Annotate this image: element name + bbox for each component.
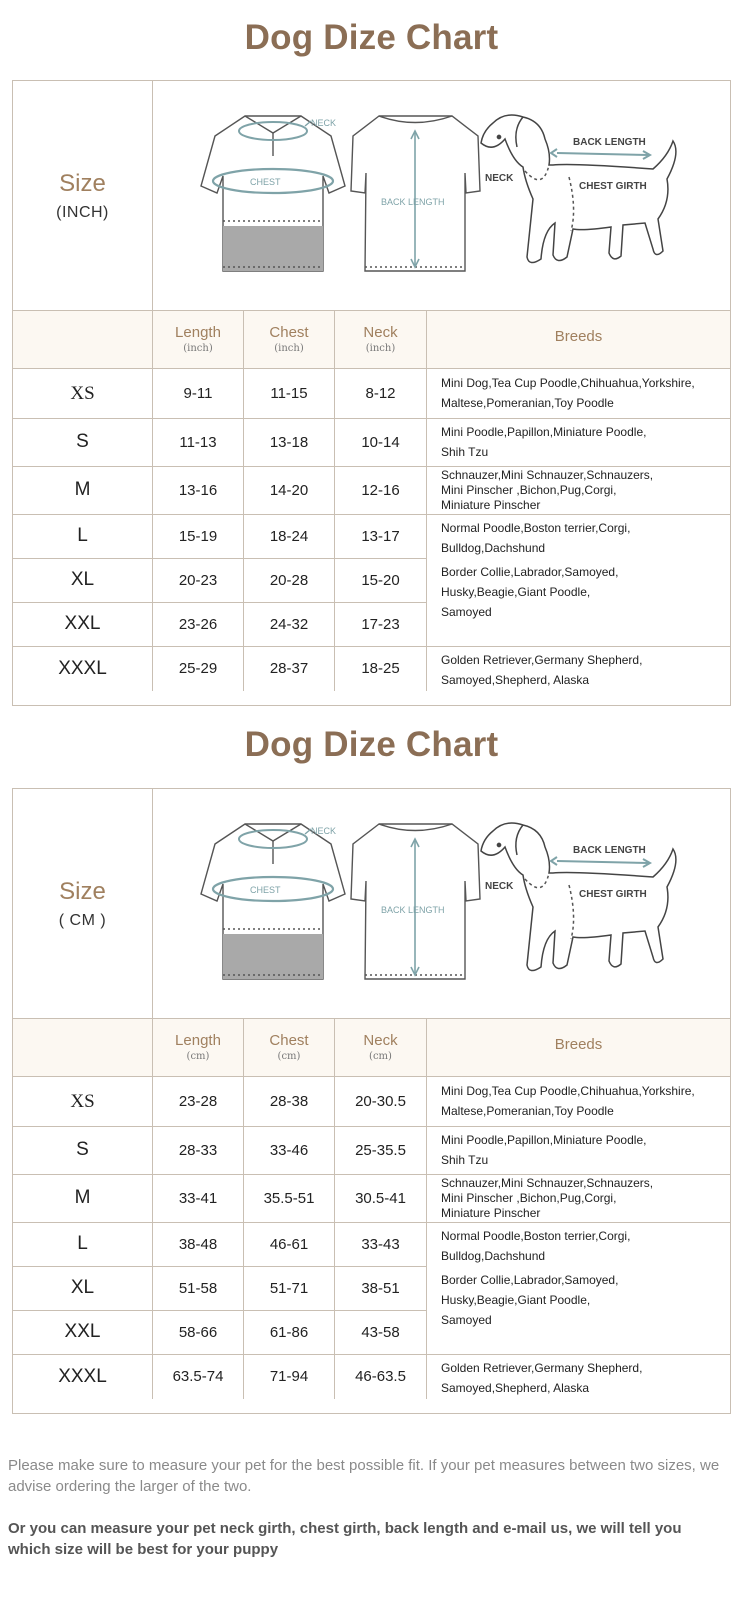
breeds-value: Mini Poodle,Papillon,Miniature Poodle, Shih Tzu (426, 418, 730, 466)
length-value: 63.5-74 (152, 1354, 243, 1399)
breeds-value: Normal Poodle,Boston terrier,Corgi, Bulldog,Dachshund (426, 514, 730, 558)
table-row (13, 514, 730, 558)
length-value: 11-13 (152, 418, 243, 466)
length-header (152, 311, 243, 368)
row-divider (13, 1310, 426, 1311)
size-label: Size (59, 169, 106, 197)
chest-header-label: Chest (269, 1032, 309, 1049)
length-header-label: Length (175, 1032, 221, 1049)
chest-header (243, 1019, 334, 1076)
back-length-label: BACK LENGTH (381, 197, 445, 207)
breeds-header (426, 311, 730, 368)
unit-label: ( CM ) (58, 911, 107, 929)
chest-value: 28-37 (243, 646, 334, 691)
size-cell-xxxl: XXXL (58, 657, 107, 679)
row-divider (13, 514, 730, 515)
size-cell-m: M (74, 1187, 91, 1208)
size-chart-table (12, 80, 731, 706)
size-cell-xxl: XXL (64, 613, 101, 634)
chest-value: 24-32 (243, 602, 334, 646)
neck-value: 12-16 (334, 466, 426, 514)
length-value: 58-66 (152, 1310, 243, 1354)
breeds-value: Mini Poodle,Papillon,Miniature Poodle, Shih Tzu (426, 1126, 730, 1174)
table-row (13, 1222, 730, 1266)
neck-header (334, 311, 426, 368)
chest-value: 61-86 (243, 1310, 334, 1354)
chest-value: 51-71 (243, 1266, 334, 1310)
neck-header-unit: (cm) (369, 1051, 392, 1062)
breeds-value: Schnauzer,Mini Schnauzer,Schnauzers, Mini Pinscher ,Bichon,Pug,Corgi, Miniature Pinscher (426, 1174, 730, 1222)
row-divider (13, 1222, 730, 1223)
measure-note: Please make sure to measure your pet for the best possible fit. If your pet measures between two sizes, we advise ordering the larger of the two. (8, 1457, 720, 1495)
row-divider (13, 1126, 730, 1127)
row-divider (13, 646, 730, 647)
length-header-unit: (inch) (183, 343, 213, 354)
chest-value: 11-15 (243, 369, 334, 418)
dog-back-length-label: BACK LENGTH (573, 845, 646, 856)
table-row (13, 1126, 730, 1174)
size-cell-s: S (76, 431, 89, 452)
table-row (13, 1354, 730, 1399)
shirt-back-icon (351, 824, 480, 979)
size-cell-m: M (74, 479, 91, 500)
breeds-value: Mini Dog,Tea Cup Poodle,Chihuahua,Yorkshire, Maltese,Pomeranian,Toy Poodle (426, 1077, 730, 1126)
table-row (13, 1266, 730, 1327)
neck-header-label: Neck (363, 1032, 398, 1049)
neck-header-label: Neck (363, 324, 398, 341)
shirt-back-icon (351, 116, 480, 271)
size-cell-xxxl: XXXL (58, 1365, 107, 1387)
length-value: 28-33 (152, 1126, 243, 1174)
back-length-label: BACK LENGTH (381, 905, 445, 915)
chest-label: CHEST (250, 177, 281, 187)
neck-header-unit: (inch) (365, 343, 396, 354)
unit-label: (INCH) (56, 203, 109, 221)
neck-value: 30.5-41 (334, 1174, 426, 1222)
chest-header (243, 311, 334, 368)
shirt-front-icon (201, 116, 345, 271)
breeds-value: Mini Dog,Tea Cup Poodle,Chihuahua,Yorkshire, Maltese,Pomeranian,Toy Poodle (426, 369, 730, 418)
neck-value: 33-43 (334, 1222, 426, 1266)
chest-value: 35.5-51 (243, 1174, 334, 1222)
size-cell-xs: XS (70, 1090, 95, 1112)
chart-title: Dog Dize Chart (244, 725, 499, 764)
length-value: 20-23 (152, 558, 243, 602)
size-unit-cell (13, 81, 153, 311)
size-label: Size (59, 877, 106, 905)
shirt-front-icon (201, 824, 345, 979)
length-value: 51-58 (152, 1266, 243, 1310)
neck-header (334, 1019, 426, 1076)
breeds-value: Normal Poodle,Boston terrier,Corgi, Bulldog,Dachshund (426, 1222, 730, 1266)
table-row (13, 558, 730, 619)
table-row (13, 369, 730, 418)
size-cell-s: S (76, 1139, 89, 1160)
measurement-diagram (153, 81, 730, 311)
size-chart-table (12, 788, 731, 1414)
table-row (13, 646, 730, 691)
table-row (13, 466, 730, 514)
length-value: 9-11 (152, 369, 243, 418)
contact-note: Or you can measure your pet neck girth, chest girth, back length and e-mail us, we will tell you which size will be best for your puppy (8, 1520, 682, 1558)
chest-value: 33-46 (243, 1126, 334, 1174)
neck-value: 10-14 (334, 418, 426, 466)
chart-title: Dog Dize Chart (244, 18, 499, 57)
chest-header-label: Chest (269, 324, 309, 341)
length-header-unit: (cm) (186, 1051, 210, 1062)
size-cell-xs: XS (70, 382, 95, 404)
chest-value: 71-94 (243, 1354, 334, 1399)
breeds-value: Border Collie,Labrador,Samoyed, Husky,Beagie,Giant Poodle, Samoyed (426, 558, 730, 646)
breeds-header-label: Breeds (554, 1036, 603, 1053)
chest-value: 13-18 (243, 418, 334, 466)
size-cell-xl: XL (70, 569, 95, 590)
chest-label: CHEST (250, 885, 281, 895)
neck-value: 43-58 (334, 1310, 426, 1354)
row-divider (13, 1354, 730, 1355)
size-unit-cell (13, 789, 153, 1019)
neck-value: 20-30.5 (334, 1077, 426, 1126)
table-row (13, 1174, 730, 1222)
table-header-row (13, 1019, 730, 1077)
size-cell-l: L (77, 1233, 88, 1254)
row-divider (13, 418, 730, 419)
chest-girth-label: CHEST GIRTH (579, 181, 647, 192)
length-value: 15-19 (152, 514, 243, 558)
breeds-value: Border Collie,Labrador,Samoyed, Husky,Beagie,Giant Poodle, Samoyed (426, 1266, 730, 1354)
breeds-value: Golden Retriever,Germany Shepherd, Samoyed,Shepherd, Alaska (426, 646, 730, 691)
chest-value: 46-61 (243, 1222, 334, 1266)
chest-value: 18-24 (243, 514, 334, 558)
neck-value: 13-17 (334, 514, 426, 558)
length-value: 25-29 (152, 646, 243, 691)
neck-value: 46-63.5 (334, 1354, 426, 1399)
neck-label: NECK (311, 118, 337, 128)
neck-value: 8-12 (334, 369, 426, 418)
size-cell-l: L (77, 525, 88, 546)
chest-value: 14-20 (243, 466, 334, 514)
neck-value: 17-23 (334, 602, 426, 646)
table-header-row (13, 311, 730, 369)
neck-value: 25-35.5 (334, 1126, 426, 1174)
dog-neck-label: NECK (485, 173, 514, 184)
length-header-label: Length (175, 324, 221, 341)
length-value: 23-26 (152, 602, 243, 646)
neck-value: 18-25 (334, 646, 426, 691)
breeds-value: Golden Retriever,Germany Shepherd, Samoyed,Shepherd, Alaska (426, 1354, 730, 1399)
dog-neck-label: NECK (485, 881, 514, 892)
chest-header-unit: (cm) (277, 1051, 301, 1062)
chest-girth-label: CHEST GIRTH (579, 889, 647, 900)
breeds-header (426, 1019, 730, 1076)
chest-value: 28-38 (243, 1077, 334, 1126)
neck-value: 38-51 (334, 1266, 426, 1310)
length-value: 23-28 (152, 1077, 243, 1126)
table-row (13, 1077, 730, 1126)
row-divider (13, 466, 730, 467)
chest-header-unit: (inch) (274, 343, 304, 354)
neck-value: 15-20 (334, 558, 426, 602)
breeds-value: Schnauzer,Mini Schnauzer,Schnauzers, Mini Pinscher ,Bichon,Pug,Corgi, Miniature Pinscher (426, 466, 730, 514)
dog-back-length-label: BACK LENGTH (573, 137, 646, 148)
length-value: 33-41 (152, 1174, 243, 1222)
measurement-diagram (153, 789, 730, 1019)
chest-value: 20-28 (243, 558, 334, 602)
size-cell-xl: XL (70, 1277, 95, 1298)
length-value: 13-16 (152, 466, 243, 514)
table-row (13, 418, 730, 466)
breeds-header-label: Breeds (554, 328, 603, 345)
length-header (152, 1019, 243, 1076)
size-cell-xxl: XXL (64, 1321, 101, 1342)
row-divider (13, 1174, 730, 1175)
neck-label: NECK (311, 826, 337, 836)
length-value: 38-48 (152, 1222, 243, 1266)
row-divider (13, 602, 426, 603)
